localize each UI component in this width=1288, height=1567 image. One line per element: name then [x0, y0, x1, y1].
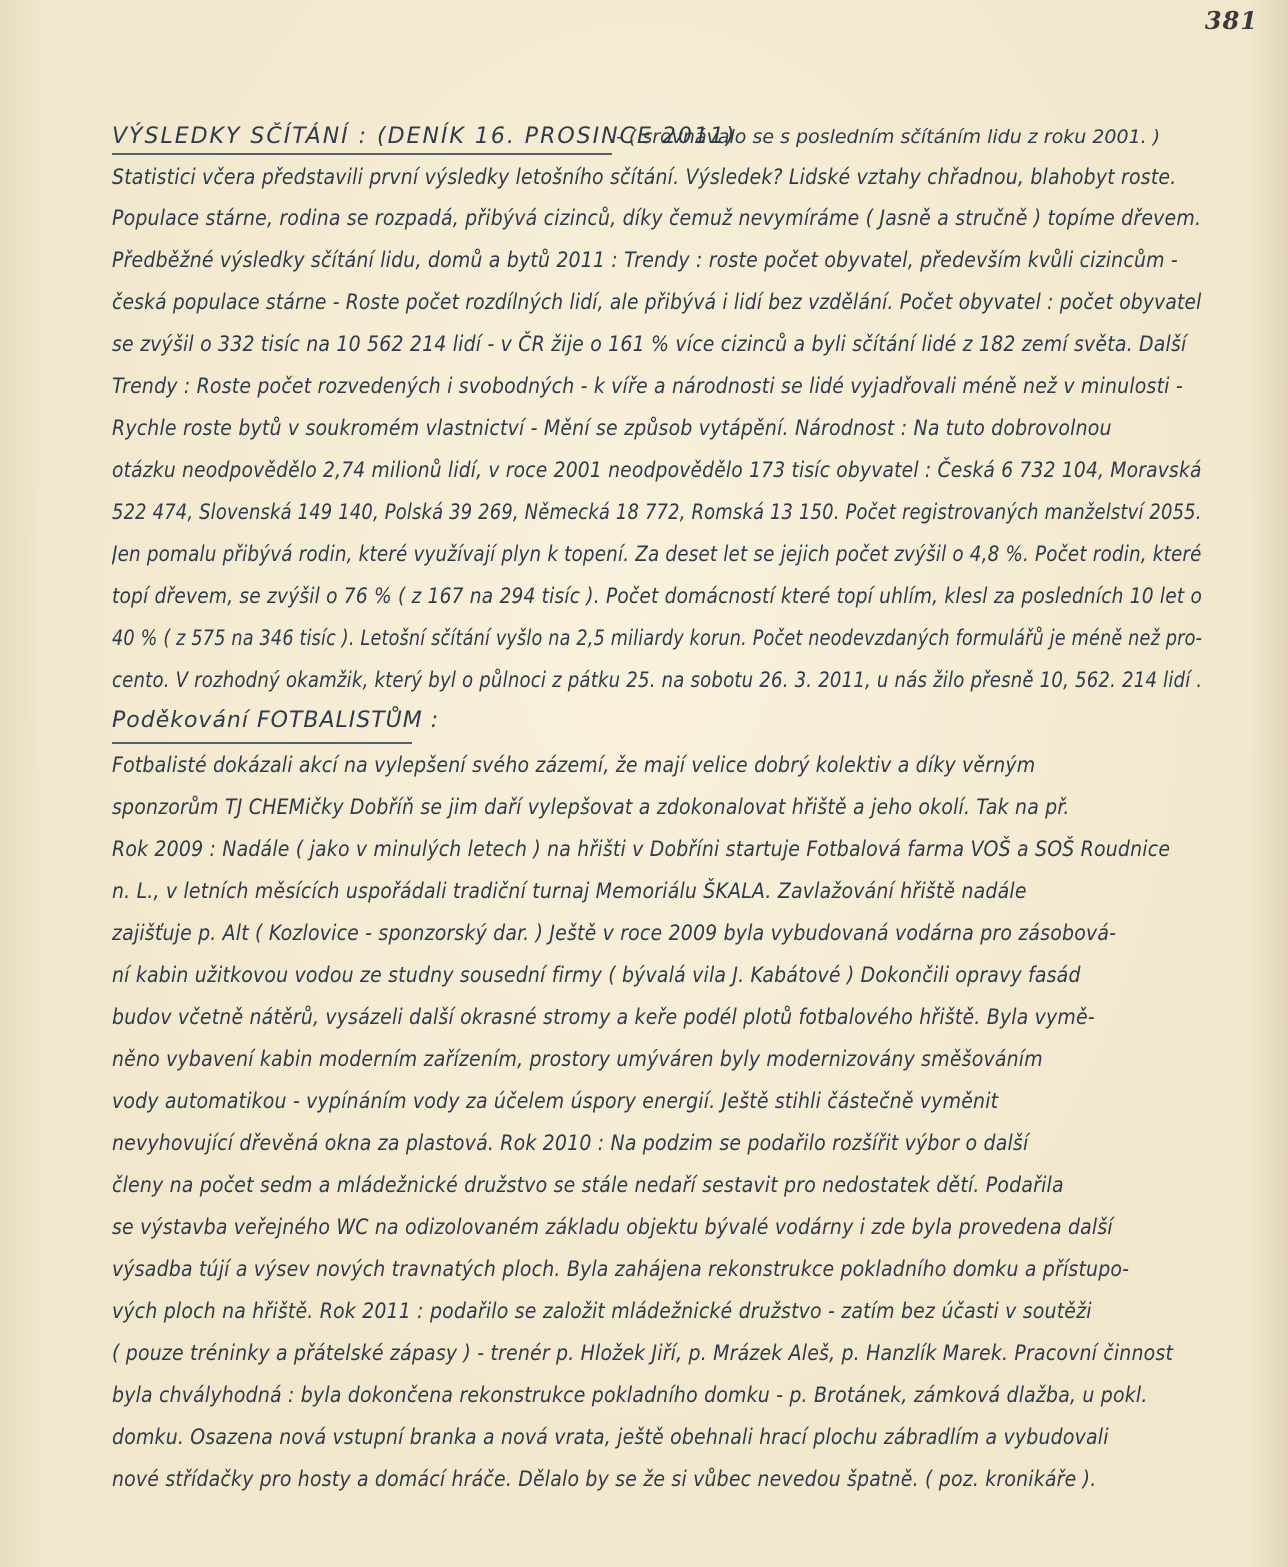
- text-line: nevyhovující dřevěná okna za plastová. Rok 2010 : Na podzim se podařilo rozšířit výbor o další: [112, 1131, 1029, 1155]
- text-line: se zvýšil o 332 tisíc na 10 562 214 lidí - v ČR žije o 161 % více cizinců a byli sčítání lidé z 182 zemí světa. Další: [112, 332, 1187, 356]
- text-line: Rychle roste bytů v soukromém vlastnictví - Mění se způsob vytápění. Národnost : Na tuto dobrovolnou: [112, 416, 1112, 440]
- text-line: zajišťuje p. Alt ( Kozlovice - sponzorský dar. ) Ještě v roce 2009 byla vybudovaná vodárna pro zásobová-: [112, 921, 1117, 945]
- text-line: topí dřevem, se zvýšil o 76 % ( z 167 na 294 tisíc ). Počet domácností které topí uhlím, klesl za posledních 10 let o: [112, 584, 1202, 608]
- section-title-underline: [112, 742, 412, 744]
- text-line: něno vybavení kabin moderním zařízením, prostory umýváren byly modernizovány směšováním: [112, 1047, 1043, 1071]
- text-line: domku. Osazena nová vstupní branka a nová vrata, ještě obehnali hrací plochu zábradlím a vybudovali: [112, 1425, 1109, 1449]
- text-line: cento. V rozhodný okamžik, který byl o půlnoci z pátku 25. na sobotu 26. 3. 2011, u nás žilo přesně 10, 562. 214 lidí .: [112, 668, 1203, 692]
- page-number: 381: [1204, 6, 1258, 35]
- text-line: Rok 2009 : Nadále ( jako v minulých letech ) na hřišti v Dobříni startuje Fotbalová farma VOŠ a SOŠ Roudnice: [112, 837, 1171, 861]
- section-title-underline: [112, 153, 612, 155]
- text-line: Jen pomalu přibývá rodin, které využívají plyn k topení. Za deset let se jejich počet zvýšil o 4,8 %. Počet rodin, které: [112, 542, 1202, 566]
- text-line: 40 % ( z 575 na 346 tisíc ). Letošní sčítání vyšlo na 2,5 miliardy korun. Počet neodevzdaných formulářů je méně než pro-: [112, 626, 1202, 650]
- text-line: otázku neodpovědělo 2,74 milionů lidí, v roce 2001 neodpovědělo 173 tisíc obyvatel : Česká 6 732 104, Moravská: [112, 458, 1202, 482]
- text-line: ( pouze tréninky a přátelské zápasy ) - trenér p. Hložek Jiří, p. Mrázek Aleš, p. Hanzlík Marek. Pracovní činnost: [112, 1341, 1174, 1365]
- text-line: česká populace stárne - Roste počet rozdílných lidí, ale přibývá i lidí bez vzdělání. Počet obyvatel : počet obyvatel: [112, 290, 1202, 314]
- text-line: 522 474, Slovenská 149 140, Polská 39 269, Německá 18 772, Romská 13 150. Počet registrovaných manželství 2055.: [112, 500, 1202, 524]
- text-line: vody automatikou - vypínáním vody za účelem úspory energií. Ještě stihli částečně vyměnit: [112, 1089, 999, 1113]
- text-line: n. L., v letních měsících uspořádali tradiční turnaj Memoriálu ŠKALA. Zavlažování hřiště nadále: [112, 879, 1027, 903]
- text-line: Fotbalisté dokázali akcí na vylepšení svého zázemí, že mají velice dobrý kolektiv a díky věrným: [112, 753, 1036, 777]
- text-line: Předběžné výsledky sčítání lidu, domů a bytů 2011 : Trendy : roste počet obyvatel, především kvůli cizincům -: [112, 248, 1178, 272]
- text-line: ní kabin užitkovou vodou ze studny sousední firmy ( bývalá vila J. Kabátové ) Dokončili opravy fasád: [112, 963, 1081, 987]
- text-line: Populace stárne, rodina se rozpadá, přibývá cizinců, díky čemuž nevymíráme ( Jasně a stručně ) topíme dřevem.: [112, 206, 1202, 230]
- text-line: Statistici včera představili první výsledky letošního sčítání. Výsledek? Lidské vztahy chřadnou, blahobyt roste.: [112, 165, 1177, 189]
- text-line: budov včetně nátěrů, vysázeli další okrasné stromy a keře podél plotů fotbalového hřiště. Byla vymě-: [112, 1005, 1095, 1029]
- text-line: členy na počet sedm a mládežnické družstvo se stále nedaří sestavit pro nedostatek dětí. Podařila: [112, 1173, 1064, 1197]
- text-line: sponzorům TJ CHEMičky Dobříň se jim daří vylepšovat a zdokonalovat hřiště a jeho okolí. Tak na př.: [112, 795, 1070, 819]
- text-line: vých ploch na hřiště. Rok 2011 : podařilo se založit mládežnické družstvo - zatím bez účasti v soutěži: [112, 1299, 1092, 1323]
- section-title-thanks-footballers: Poděkování FOTBALISTŮM :: [112, 708, 440, 733]
- text-line: výsadba tújí a výsev nových travnatých ploch. Byla zahájena rekonstrukce pokladního domku a přístupo-: [112, 1257, 1130, 1281]
- text-line: Trendy : Roste počet rozvedených i svobodných - k víře a národnosti se lidé vyjadřovali méně než v minulosti -: [112, 374, 1183, 398]
- text-line: se výstavba veřejného WC na odizolovaném základu objektu bývalé vodárny i zde byla provedena další: [112, 1215, 1113, 1239]
- section-title-note: - ( srovnávalo se s posledním sčítáním lidu z roku 2001. ): [616, 126, 1161, 148]
- text-line: nové střídačky pro hosty a domácí hráče. Dělalo by se že si vůbec nevedou špatně. ( poz. kronikáře ).: [112, 1467, 1097, 1491]
- text-line: byla chvályhodná : byla dokončena rekonstrukce pokladního domku - p. Brotánek, zámková dlažba, u pokl.: [112, 1383, 1148, 1407]
- section-title-census-results: VÝSLEDKY SČÍTÁNÍ : (DENÍK 16. PROSINCE 2011): [112, 124, 737, 149]
